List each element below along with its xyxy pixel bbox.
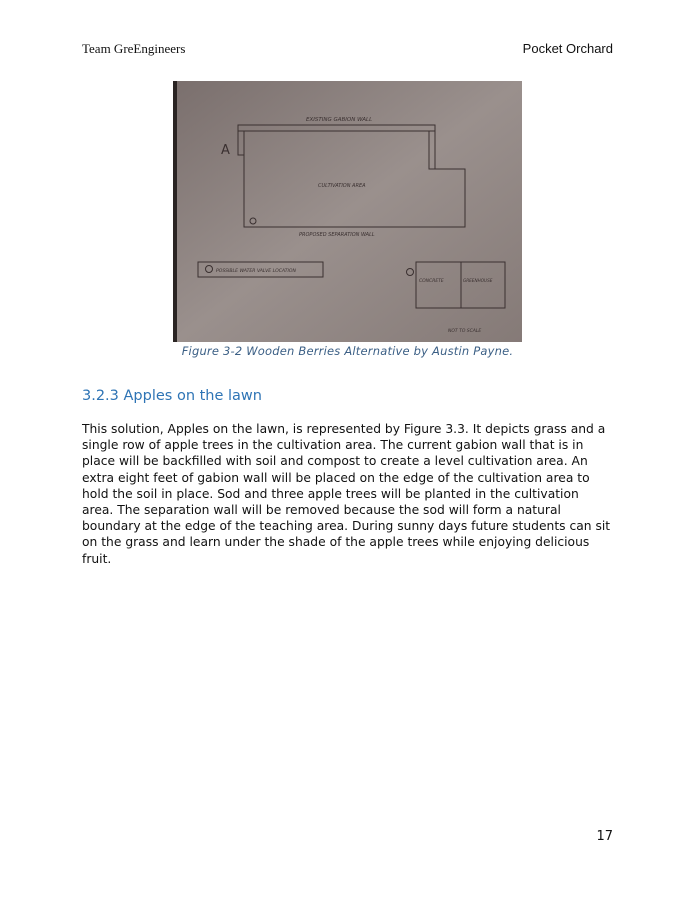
label-not-to-scale: NOT TO SCALE xyxy=(448,329,482,334)
section-paragraph: This solution, Apples on the lawn, is represented by Figure 3.3. It depicts grass and a single row of apple trees in the cultivation area. The current gabion wall that is in place will be backfilled with soil and compost to create a level cultivation area. An extra eight feet of gabion wall will be placed on the edge of the cultivation area to hold the soil in place. Sod and three apple trees will be planted in the cultivation area. The separation wall will be removed because the sod will form a natural boundary at the edge of the teaching area. During sunny days future students can sit on the grass and learn under the shade of the apple trees while enjoying delicious fruit. xyxy=(82,422,611,566)
figure-caption: Figure 3-2 Wooden Berries Alternative by Austin Payne. xyxy=(181,344,514,358)
label-concrete: CONCRETE xyxy=(419,279,444,284)
header-team-name: Team GreEngineers xyxy=(82,41,186,56)
section-heading: 3.2.3 Apples on the lawn xyxy=(82,388,262,404)
figure-sketch-photo xyxy=(173,81,522,342)
label-marker-a: A xyxy=(221,143,230,158)
label-greenhouse: GREENHOUSE xyxy=(463,278,493,283)
header-project-name: Pocket Orchard xyxy=(522,41,613,56)
label-water-valve: POSSIBLE WATER VALVE LOCATION xyxy=(216,269,296,274)
label-cultivation-area: CULTIVATION AREA xyxy=(318,183,366,189)
page-number: 17 xyxy=(596,829,613,844)
photo-edge-shadow xyxy=(173,81,177,342)
label-existing-gabion-wall: EXISTING GABION WALL xyxy=(306,117,373,123)
label-separation-wall: PROPOSED SEPARATION WALL xyxy=(299,232,375,238)
sketch-drawing xyxy=(173,81,522,342)
